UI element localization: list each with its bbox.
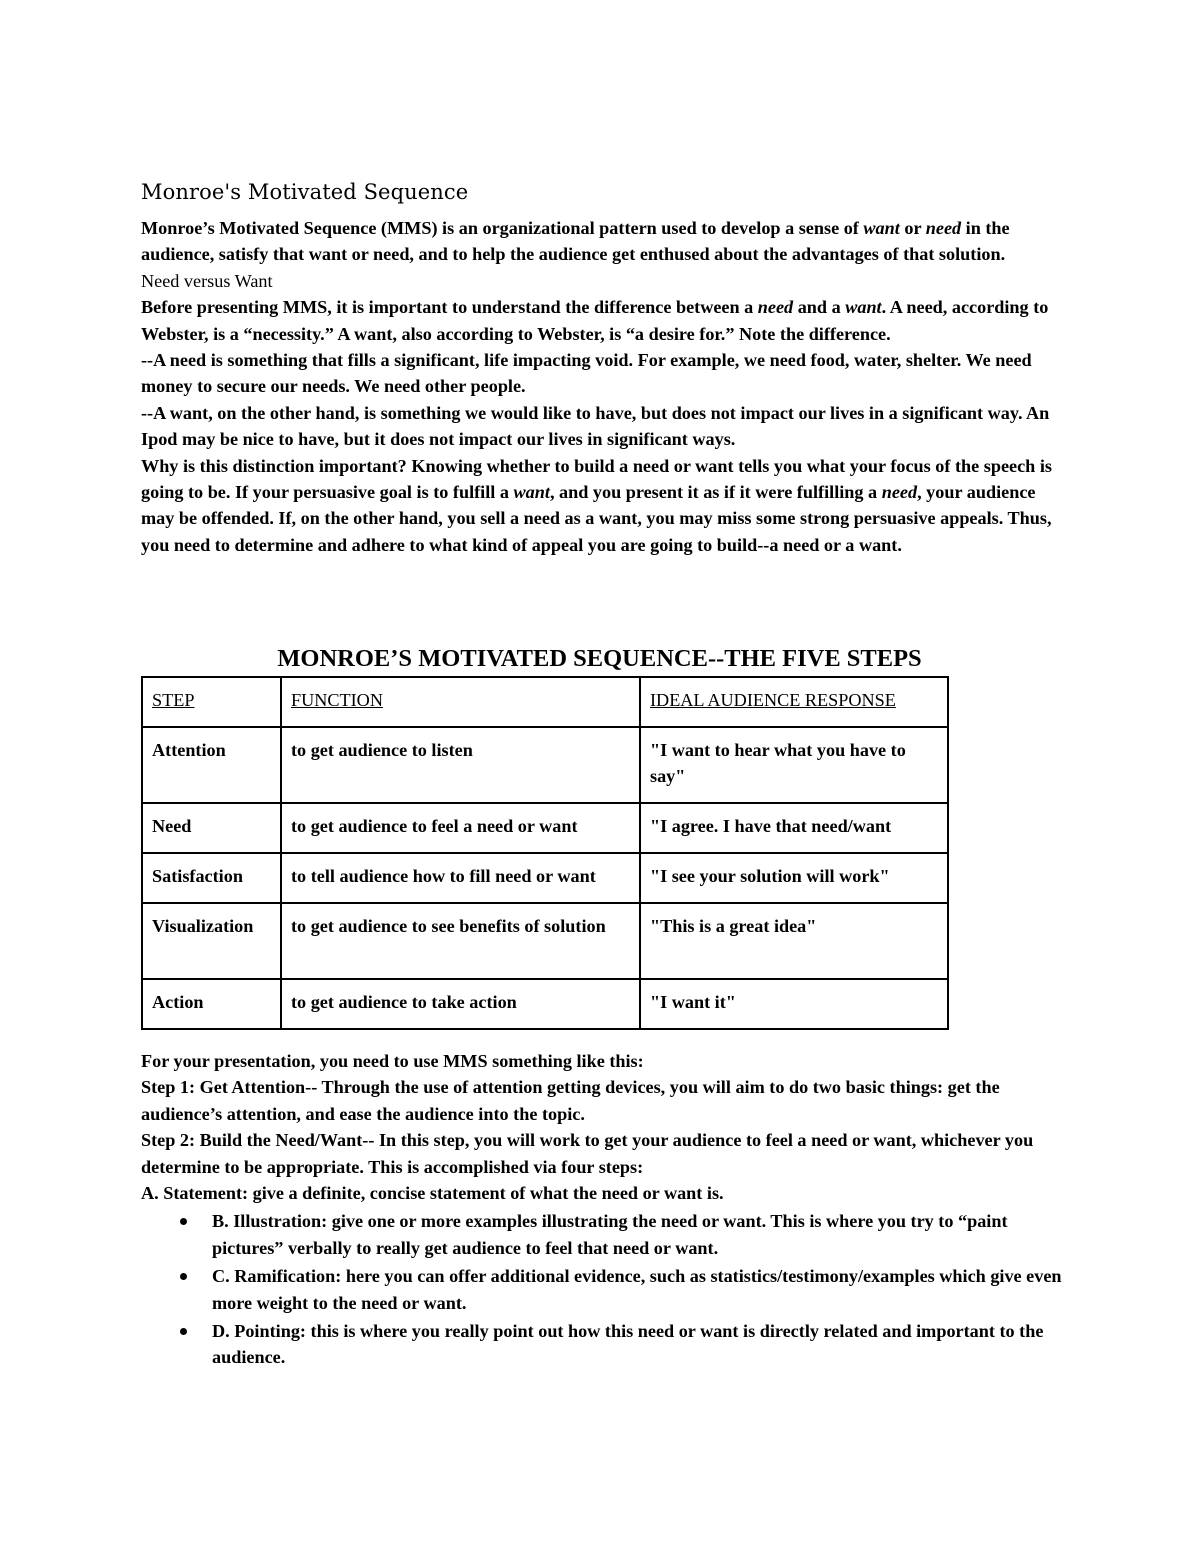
intro-emphasis-need: need xyxy=(925,218,962,238)
table-row xyxy=(142,903,948,979)
intro-text: in the audience, satisfy that want or need, and to help the audience get enthused about the advantages of that solution. xyxy=(141,218,1010,265)
table-row xyxy=(142,803,948,853)
need-definition: --A need is something that fills a significant, life impacting void. For example, we need food, water, shelter. We need money to secure our needs. We need other people. xyxy=(141,350,1032,397)
intro-text: or xyxy=(899,218,926,238)
why-text: , and you present it as if it were fulfilling a xyxy=(549,482,882,503)
bullet-icon xyxy=(180,1273,187,1280)
intro-paragraph xyxy=(141,215,1066,268)
table-heading: MONROE’S MOTIVATED SEQUENCE--THE FIVE STEPS xyxy=(277,645,922,672)
intro-section xyxy=(141,215,1066,558)
before-paragraph xyxy=(141,294,1066,347)
step-2-paragraph: Step 2: Build the Need/Want-- In this step, you will work to get your audience to feel a need or want, whichever you determine to be appropriate. This is accomplished via four steps: xyxy=(141,1130,1034,1177)
before-emphasis-need: need xyxy=(757,297,794,318)
table-header-row xyxy=(142,677,948,727)
table-cell-step: Action xyxy=(142,979,281,1029)
list-item xyxy=(141,1208,1066,1261)
table-cell-response: "I want to hear what you have to say" xyxy=(640,727,948,803)
table-row xyxy=(142,727,948,803)
list-item xyxy=(141,1263,1066,1316)
list-item-text: B. Illustration: give one or more examples illustrating the need or want. This is where you try to “paint pictures” verbally to really get audience to feel that need or want. xyxy=(212,1211,1008,1258)
table-cell-response: "I see your solution will work" xyxy=(640,853,948,903)
before-text: . A need, according to Webster, is a “necessity.” A want, also according to Webster, is “a desire for.” Note the difference. xyxy=(141,297,1049,344)
bullet-icon xyxy=(180,1328,187,1335)
why-text: , your audience may be offended. If, on the other hand, you sell a need as a want, you may miss some strong persuasive appeals. Thus, you need to determine and adhere to what kind of appeal you are going to build--a need or a want. xyxy=(141,482,1052,555)
list-item-text: C. Ramification: here you can offer additional evidence, such as statistics/testimony/examples which give even more weight to the need or want. xyxy=(212,1266,1062,1313)
table-cell-step: Visualization xyxy=(142,903,281,979)
document-title: Monroe's Motivated Sequence xyxy=(141,180,469,204)
statement-paragraph: A. Statement: give a definite, concise statement of what the need or want is. xyxy=(141,1183,724,1204)
table-cell-function: to tell audience how to fill need or want xyxy=(281,853,640,903)
before-text: Before presenting MMS, it is important to understand the difference between a xyxy=(141,297,758,318)
need-steps-list xyxy=(141,1208,1066,1370)
list-item xyxy=(141,1318,1066,1371)
five-steps-table xyxy=(141,676,949,1030)
bullet-icon xyxy=(180,1218,187,1225)
table-row xyxy=(142,853,948,903)
table-cell-response: "I want it" xyxy=(640,979,948,1029)
intro-text: Monroe’s Motivated Sequence (MMS) is an organizational pattern used to develop a sense of xyxy=(141,218,864,238)
list-item-text: D. Pointing: this is where you really point out how this need or want is directly related and important to the audience. xyxy=(212,1321,1044,1368)
why-paragraph xyxy=(141,453,1066,559)
why-text: Why is this distinction important? Knowing whether to build a need or want tells you what your focus of the speech is going to be. If your persuasive goal is to fulfill a xyxy=(141,455,1052,503)
header-function: FUNCTION xyxy=(281,677,640,727)
table-cell-function: to get audience to take action xyxy=(281,979,640,1029)
step-1-paragraph: Step 1: Get Attention-- Through the use of attention getting devices, you will aim to do two basic things: get the audience’s attention, and ease the audience into the topic. xyxy=(141,1077,1000,1124)
table-cell-function: to get audience to see benefits of solution xyxy=(281,903,640,979)
intro-emphasis-want: want xyxy=(863,218,900,238)
table-cell-step: Need xyxy=(142,803,281,853)
table-cell-function: to get audience to feel a need or want xyxy=(281,803,640,853)
before-emphasis-want: want xyxy=(845,297,882,318)
table-cell-response: "This is a great idea" xyxy=(640,903,948,979)
table-cell-step: Attention xyxy=(142,727,281,803)
presentation-section xyxy=(141,1048,1066,1371)
before-text: and a xyxy=(793,297,846,318)
table-cell-step: Satisfaction xyxy=(142,853,281,903)
subheading-need-versus-want: Need versus Want xyxy=(141,270,273,291)
want-definition: --A want, on the other hand, is something we would like to have, but does not impact our lives in a significant way. An Ipod may be nice to have, but it does not impact our lives in significant ways. xyxy=(141,402,1050,450)
table-cell-function: to get audience to listen xyxy=(281,727,640,803)
table-row xyxy=(142,979,948,1029)
why-emphasis-want: want xyxy=(513,482,550,503)
presentation-intro: For your presentation, you need to use MMS something like this: xyxy=(141,1051,644,1071)
header-step: STEP xyxy=(142,677,281,727)
header-ideal-audience-response: IDEAL AUDIENCE RESPONSE xyxy=(640,677,948,727)
table-cell-response: "I agree. I have that need/want xyxy=(640,803,948,853)
why-emphasis-need: need xyxy=(881,482,918,503)
